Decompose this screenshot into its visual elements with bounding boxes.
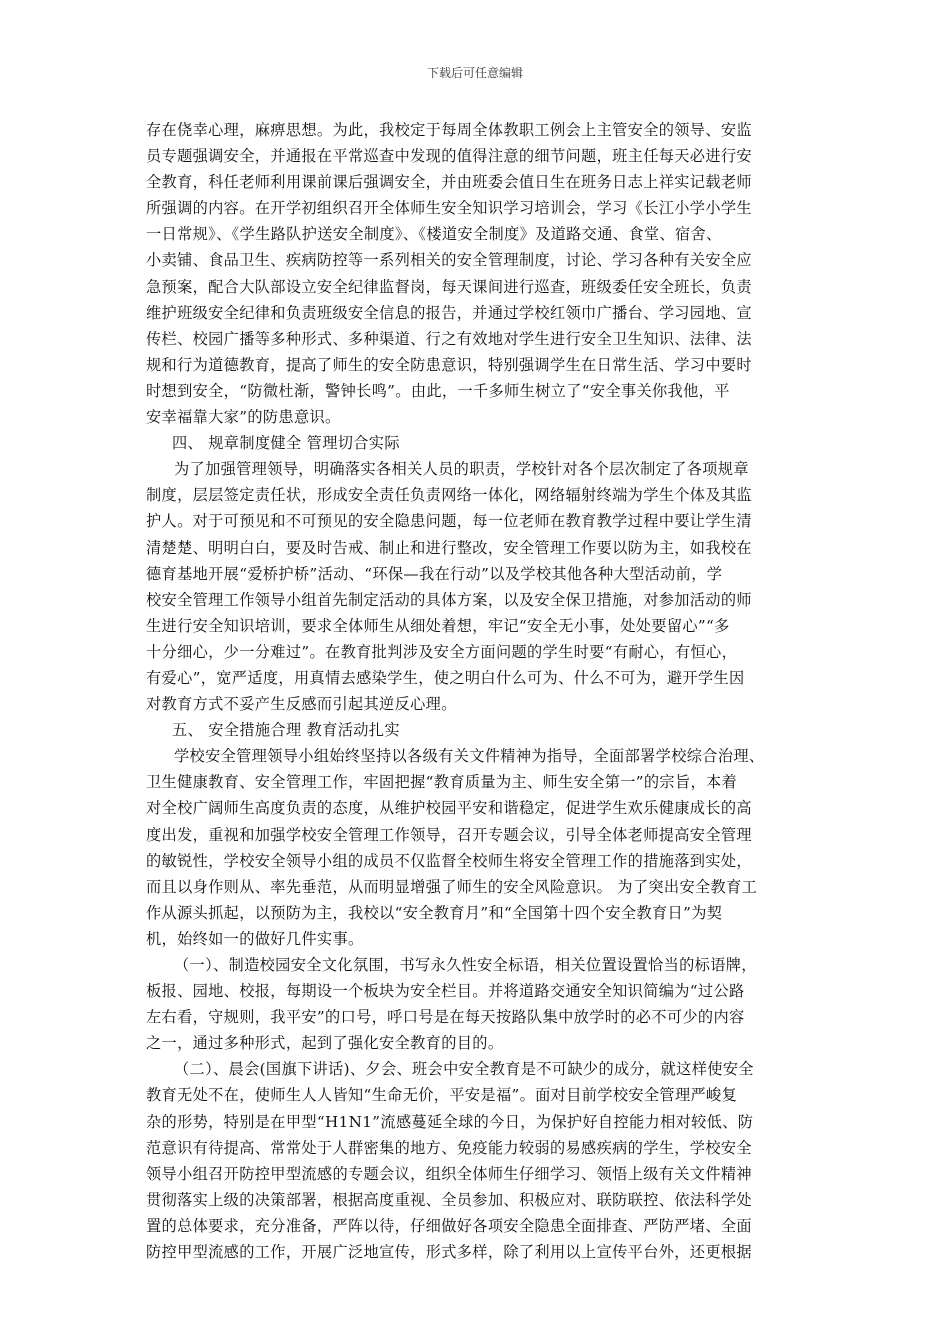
text-line: 规和行为道德教育，提高了师生的安全防患意识，特别强调学生在日常生活、学习中要时 [146,355,752,374]
document-body [146,117,806,1265]
text-line: 护人。对于可预见和不可预见的安全隐患问题，每一位老师在教育教学过程中要让学生清 [146,512,752,531]
section-heading [146,717,806,743]
text-line: 制度，层层签定责任状，形成安全责任负责网络一体化，网络辐射终端为学生个体及其监 [146,486,752,505]
text-line: 范意识有待提高、常常处于人群密集的地方、免疫能力较弱的易感疾病的学生，学校安全 [146,1138,752,1157]
text-line: 安幸福靠大家”的防患意识。 [146,408,341,427]
text-line: （二）、晨会(国旗下讲话)、夕会、班会中安全教育是不可缺少的成分，就这样使安全 [174,1060,754,1079]
text-line: 作从源头抓起，以预防为主，我校以“安全教育月”和“全国第十四个安全教育日”为契 [146,903,723,922]
text-line: 有爱心”，宽严适度，用真情去感染学生，使之明白什么可为、什么不可为，避开学生因 [146,668,745,687]
text-line: 对全校广阔师生高度负责的态度，从维护校园平安和谐稳定，促进学生欢乐健康成长的高 [146,799,752,818]
text-line: 而且以身作则从、率先垂范，从而明显增强了师生的安全风险意识。 为了突出安全教育工 [146,877,758,896]
text-line: 板报、园地、校报，每期设一个板块为安全栏目。并将道路交通安全知识简编为“过公路 [146,982,745,1001]
text-line: 全教育，科任老师利用课前课后强调安全，并由班委会值日生在班务日志上祥实记载老师 [146,173,752,192]
text-line: 贯彻落实上级的决策部署，根据高度重视、全员参加、积极应对、联防联控、依法科学处 [146,1190,752,1209]
heading-line: 五、 安全措施合理 教育活动扎实 [172,721,400,740]
text-line: 的敏锐性，学校安全领导小组的成员不仅监督全校师生将安全管理工作的措施落到实处， [146,851,752,870]
text-line: 校安全管理工作领导小组首先制定活动的具体方案，以及安全保卫措施，对参加活动的师 [146,590,752,609]
text-line: 急预案，配合大队部设立安全纪律监督岗，每天课间进行巡查，班级委任安全班长，负责 [146,277,752,296]
text-line: 机，始终如一的做好几件实事。 [146,929,364,948]
text-line: 维护班级安全纪律和负责班级安全信息的报告，并通过学校红领巾广播台、学习园地、宣 [146,303,752,322]
text-line: 左右看，守规则，我平安”的口号，呼口号是在每天按路队集中放学时的必不可少的内容 [146,1008,745,1027]
heading-line: 四、 规章制度健全 管理切合实际 [172,434,400,453]
text-line: 为了加强管理领导，明确落实各相关人员的职责，学校针对各个层次制定了各项规章 [174,460,749,479]
text-line: 存在侥幸心理，麻痹思想。为此，我校定于每周全体教职工例会上主管安全的领导、安监 [146,121,752,139]
paragraph [146,952,806,1056]
text-line: 学校安全管理领导小组始终坚持以各级有关文件精神为指导，全面部署学校综合治理、 [174,747,765,766]
text-line: 置的总体要求，充分准备，严阵以待，仔细做好各项安全隐患全面排查、严防严堵、全面 [146,1216,752,1235]
paragraph [146,117,806,430]
text-line: 杂的形势，特别是在甲型“H1N1”流感蔓延全球的今日，为保护好自控能力相对较低、防 [146,1112,754,1131]
text-line: 传栏、校园广播等多种形式、多种渠道、行之有效地对学生进行安全卫生知识、法律、法 [146,329,752,348]
text-line: 小卖铺、食品卫生、疾病防控等一系列相关的安全管理制度，讨论、学习各种有关安全应 [146,251,752,270]
text-line: 一日常规》、《学生路队护送安全制度》、《楼道安全制度》及道路交通、食堂、宿舍、 [146,225,722,244]
text-line: 生进行安全知识培训，要求全体师生从细处着想，牢记“安全无小事，处处要留心”“多 [146,616,730,635]
text-line: 所强调的内容。在开学初组织召开全体师生安全知识学习培训会，学习《长江小学小学生 [146,199,752,218]
text-line: 度出发，重视和加强学校安全管理工作领导，召开专题会议，引导全体老师提高安全管理 [146,825,752,844]
paragraph [146,456,806,717]
text-line: 领导小组召开防控甲型流感的专题会议，组织全体师生仔细学习、领悟上级有关文件精神 [146,1164,752,1183]
page-header-note: 下载后可任意编辑 [426,66,523,80]
text-line: 之一，通过多种形式，起到了强化安全教育的目的。 [146,1034,504,1053]
text-line: 十分细心，少一分难过”。在教育批判涉及安全方面问题的学生时要“有耐心，有恒心， [146,642,738,661]
text-line: （一）、制造校园安全文化氛围，书写永久性安全标语，相关位置设置恰当的标语牌， [174,956,757,974]
text-line: 清楚楚、明明白白，要及时告戒、制止和进行整改，安全管理工作要以防为主，如我校在 [146,538,752,557]
text-line: 卫生健康教育、安全管理工作，牢固把握“教育质量为主、师生安全第一”的宗旨，本着 [146,773,738,792]
text-line: 防控甲型流感的工作，开展广泛地宣传，形式多样，除了利用以上宣传平台外，还更根据 [146,1243,752,1262]
paragraph [146,1056,806,1265]
text-line: 员专题强调安全，并通报在平常巡查中发现的值得注意的细节问题，班主任每天必进行安 [146,147,752,166]
text-line: 对教育方式不妥产生反感而引起其逆反心理。 [146,695,457,714]
paragraph [146,743,806,952]
text-line: 时想到安全，“防微杜渐，警钟长鸣”。由此，一千多师生树立了“安全事关你我他，平 [146,381,730,400]
text-line: 教育无处不在，使师生人人皆知“生命无价，平安是福”。面对目前学校安全管理严峻复 [146,1086,738,1105]
section-heading [146,430,806,456]
text-line: 德育基地开展“爱桥护桥”活动、“环保—我在行动”以及学校其他各种大型活动前，学 [146,564,723,583]
